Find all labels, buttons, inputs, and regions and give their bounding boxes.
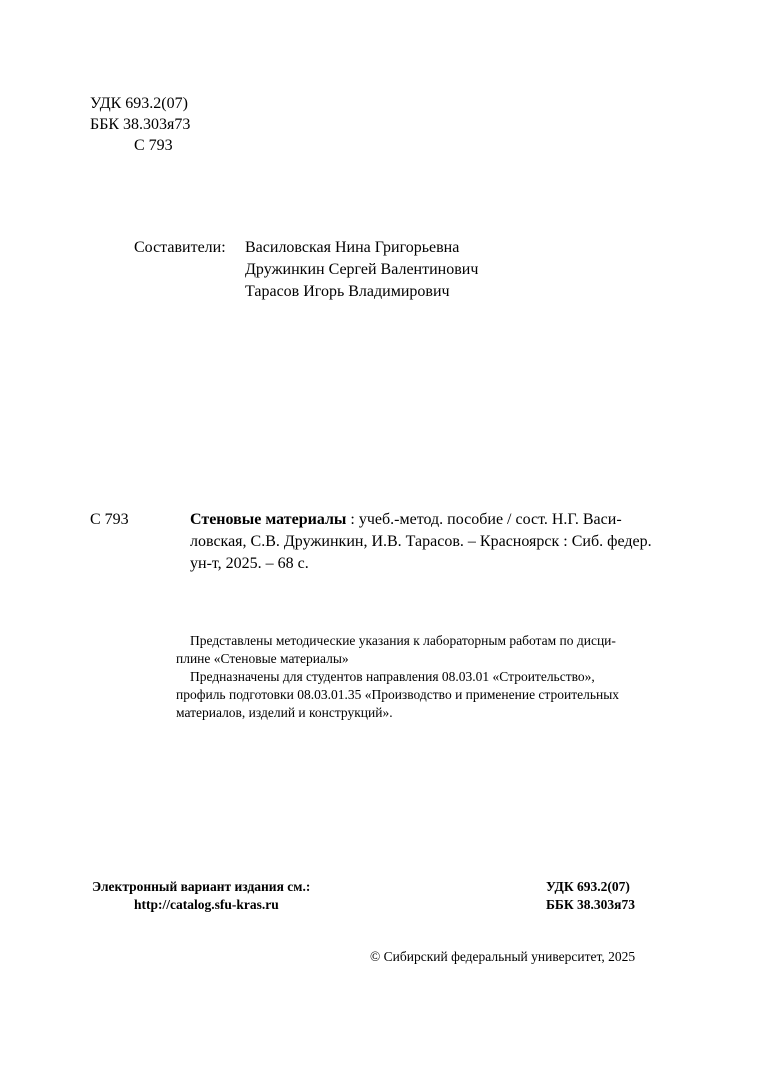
compiler-name: Василовская Нина Григорьевна: [245, 239, 460, 256]
annotation-line: Представлены методические указания к лабораторным работам по дисци-: [190, 633, 616, 648]
catalog-url: http://catalog.sfu-kras.ru: [134, 897, 279, 912]
electronic-version-label: Электронный вариант издания см.:: [92, 879, 311, 894]
annotation-line: профиль подготовки 08.03.01.35 «Производство и применение строительных: [176, 687, 620, 702]
copyright: © Сибирский федеральный университет, 2025: [370, 949, 636, 964]
compilers-label: Составители:: [134, 239, 226, 256]
annotation-line: плине «Стеновые материалы»: [176, 651, 349, 666]
compiler-name: Дружинкин Сергей Валентинович: [245, 261, 479, 278]
author-sign-code: С 793: [134, 137, 173, 154]
bibliographic-line-rest: : учеб.-метод. пособие / сост. Н.Г. Васи-: [346, 511, 622, 528]
bibliographic-code: С 793: [90, 511, 129, 528]
bibliographic-line: ловская, С.В. Дружинкин, И.В. Тарасов. – Красноярск : Сиб. федер.: [190, 533, 652, 550]
udk-code: УДК 693.2(07): [90, 95, 188, 112]
footer-udk: УДК 693.2(07): [546, 879, 630, 894]
compiler-name: Тарасов Игорь Владимирович: [245, 283, 450, 300]
bibliographic-line: ун-т, 2025. – 68 с.: [190, 555, 309, 572]
annotation-line: Предназначены для студентов направления 08.03.01 «Строительство»,: [190, 669, 595, 684]
bibliographic-line: [190, 509, 675, 530]
footer-bbk: ББК 38.303я73: [546, 897, 635, 912]
book-title: Стеновые материалы: [190, 511, 347, 528]
annotation-line: материалов, изделий и конструкций».: [176, 705, 393, 720]
bbk-code: ББК 38.303я73: [90, 116, 191, 133]
